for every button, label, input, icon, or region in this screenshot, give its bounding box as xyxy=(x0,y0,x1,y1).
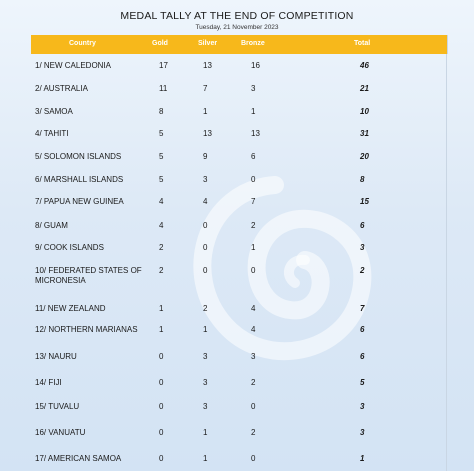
cell-country: 1/ NEW CALEDONIA xyxy=(35,61,112,70)
cell-country: 11/ NEW ZEALAND xyxy=(35,304,106,313)
cell-total: 10 xyxy=(360,107,369,116)
cell-bronze: 6 xyxy=(251,152,256,161)
cell-bronze: 0 xyxy=(251,454,256,463)
cell-silver: 13 xyxy=(203,61,212,70)
cell-gold: 2 xyxy=(159,243,164,252)
cell-silver: 3 xyxy=(203,402,208,411)
cell-gold: 2 xyxy=(159,266,164,275)
page-subtitle: Tuesday, 21 November 2023 xyxy=(195,24,279,31)
cell-country: 7/ PAPUA NEW GUINEA xyxy=(35,197,124,206)
cell-country: 3/ SAMOA xyxy=(35,107,73,116)
cell-total: 7 xyxy=(360,304,365,313)
header-country: Country xyxy=(69,40,96,47)
cell-silver: 3 xyxy=(203,378,208,387)
cell-gold: 11 xyxy=(159,84,168,93)
cell-gold: 0 xyxy=(159,454,164,463)
cell-silver: 0 xyxy=(203,243,208,252)
cell-country: 5/ SOLOMON ISLANDS xyxy=(35,152,122,161)
cell-country: 10/ FEDERATED STATES OF MICRONESIA xyxy=(35,266,142,285)
cell-country: 12/ NORTHERN MARIANAS xyxy=(35,325,138,334)
cell-silver: 2 xyxy=(203,304,208,313)
cell-total: 15 xyxy=(360,197,369,206)
cell-total: 1 xyxy=(360,454,365,463)
cell-total: 5 xyxy=(360,378,365,387)
cell-bronze: 0 xyxy=(251,402,256,411)
cell-gold: 0 xyxy=(159,428,164,437)
header-bronze: Bronze xyxy=(241,40,265,47)
page-title: MEDAL TALLY AT THE END OF COMPETITION xyxy=(120,10,354,22)
cell-total: 31 xyxy=(360,129,369,138)
cell-bronze: 0 xyxy=(251,175,256,184)
cell-silver: 1 xyxy=(203,325,208,334)
cell-gold: 4 xyxy=(159,221,164,230)
cell-silver: 1 xyxy=(203,107,208,116)
cell-total: 6 xyxy=(360,221,365,230)
cell-gold: 4 xyxy=(159,197,164,206)
cell-silver: 3 xyxy=(203,352,208,361)
cell-bronze: 3 xyxy=(251,84,256,93)
cell-total: 8 xyxy=(360,175,365,184)
cell-gold: 5 xyxy=(159,175,164,184)
cell-silver: 0 xyxy=(203,266,208,275)
cell-gold: 0 xyxy=(159,352,164,361)
header-total: Total xyxy=(354,40,371,47)
cell-bronze: 3 xyxy=(251,352,256,361)
cell-country: 2/ AUSTRALIA xyxy=(35,84,88,93)
cell-silver: 1 xyxy=(203,428,208,437)
cell-total: 20 xyxy=(360,152,369,161)
cell-total: 2 xyxy=(360,266,365,275)
cell-silver: 9 xyxy=(203,152,208,161)
cell-silver: 0 xyxy=(203,221,208,230)
cell-total: 6 xyxy=(360,325,365,334)
cell-country: 17/ AMERICAN SAMOA xyxy=(35,454,122,463)
cell-total: 46 xyxy=(360,61,369,70)
cell-bronze: 1 xyxy=(251,107,256,116)
header-silver: Silver xyxy=(198,40,218,47)
cell-gold: 0 xyxy=(159,402,164,411)
cell-bronze: 13 xyxy=(251,129,260,138)
cell-silver: 13 xyxy=(203,129,212,138)
cell-country: 8/ GUAM xyxy=(35,221,68,230)
cell-country: 15/ TUVALU xyxy=(35,402,80,411)
cell-bronze: 2 xyxy=(251,378,256,387)
cell-total: 3 xyxy=(360,243,365,252)
cell-gold: 1 xyxy=(159,325,164,334)
swirl-watermark xyxy=(165,165,385,385)
cell-silver: 4 xyxy=(203,197,208,206)
cell-gold: 0 xyxy=(159,378,164,387)
cell-gold: 1 xyxy=(159,304,164,313)
cell-bronze: 1 xyxy=(251,243,256,252)
cell-bronze: 0 xyxy=(251,266,256,275)
cell-gold: 5 xyxy=(159,152,164,161)
cell-country: 13/ NAURU xyxy=(35,352,77,361)
cell-bronze: 2 xyxy=(251,428,256,437)
table-header xyxy=(31,35,448,54)
cell-gold: 8 xyxy=(159,107,164,116)
cell-silver: 7 xyxy=(203,84,208,93)
cell-bronze: 7 xyxy=(251,197,256,206)
cell-total: 6 xyxy=(360,352,365,361)
cell-silver: 1 xyxy=(203,454,208,463)
cell-gold: 5 xyxy=(159,129,164,138)
cell-country: 14/ FIJI xyxy=(35,378,62,387)
table-border xyxy=(446,54,447,471)
cell-country: 6/ MARSHALL ISLANDS xyxy=(35,175,124,184)
cell-total: 21 xyxy=(360,84,369,93)
header-gold: Gold xyxy=(152,40,168,47)
cell-total: 3 xyxy=(360,402,365,411)
cell-bronze: 16 xyxy=(251,61,260,70)
cell-country: 16/ VANUATU xyxy=(35,428,86,437)
cell-bronze: 4 xyxy=(251,304,256,313)
cell-bronze: 2 xyxy=(251,221,256,230)
cell-country: 4/ TAHITI xyxy=(35,129,69,138)
cell-bronze: 4 xyxy=(251,325,256,334)
cell-silver: 3 xyxy=(203,175,208,184)
cell-total: 3 xyxy=(360,428,365,437)
cell-gold: 17 xyxy=(159,61,168,70)
cell-country: 9/ COOK ISLANDS xyxy=(35,243,104,252)
